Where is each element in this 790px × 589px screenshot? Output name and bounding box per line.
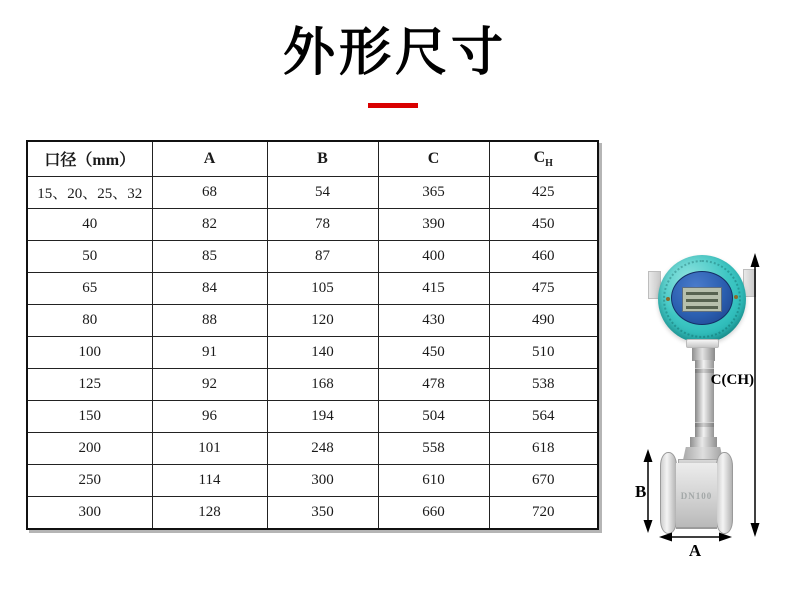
cell-a: 96 — [152, 401, 267, 433]
table-row — [27, 272, 598, 304]
col-header-diameter: 口径（mm） — [27, 141, 152, 176]
cell-b: 350 — [267, 497, 378, 529]
cell-dn: 50 — [27, 240, 152, 272]
cell-ch: 490 — [489, 304, 598, 336]
cell-a: 85 — [152, 240, 267, 272]
cell-b: 168 — [267, 368, 378, 400]
body-marking: DN100 — [680, 491, 713, 501]
cell-c: 400 — [378, 240, 489, 272]
table-row — [27, 176, 598, 208]
table-row — [27, 208, 598, 240]
cell-ch: 460 — [489, 240, 598, 272]
cell-c: 415 — [378, 272, 489, 304]
col-header-c: C — [378, 141, 489, 176]
cell-ch: 720 — [489, 497, 598, 529]
table-row — [27, 240, 598, 272]
ch-main: C — [533, 148, 546, 166]
cell-c: 504 — [378, 401, 489, 433]
cell-c: 478 — [378, 368, 489, 400]
cell-ch: 618 — [489, 433, 598, 465]
flowmeter-figure — [615, 245, 790, 565]
table-row — [27, 433, 598, 465]
cell-c: 365 — [378, 176, 489, 208]
cell-c: 430 — [378, 304, 489, 336]
cell-dn: 15、20、25、32 — [27, 176, 152, 208]
col-header-ch — [489, 141, 598, 176]
cell-dn: 65 — [27, 272, 152, 304]
cell-ch: 564 — [489, 401, 598, 433]
ch-sub: H — [545, 157, 553, 169]
cell-a: 91 — [152, 336, 267, 368]
cell-a: 92 — [152, 368, 267, 400]
table-row — [27, 368, 598, 400]
table-row — [27, 401, 598, 433]
cell-a: 128 — [152, 497, 267, 529]
page-title: 外形尺寸 — [282, 24, 507, 82]
cell-b: 194 — [267, 401, 378, 433]
cell-a: 82 — [152, 208, 267, 240]
cell-dn: 150 — [27, 401, 152, 433]
cell-ch: 510 — [489, 336, 598, 368]
cell-dn: 200 — [27, 433, 152, 465]
dimensions-table — [26, 140, 599, 530]
cell-c: 660 — [378, 497, 489, 529]
cell-ch: 670 — [489, 465, 598, 497]
cell-dn: 300 — [27, 497, 152, 529]
cell-dn: 40 — [27, 208, 152, 240]
cell-b: 140 — [267, 336, 378, 368]
cell-a: 101 — [152, 433, 267, 465]
cell-a: 114 — [152, 465, 267, 497]
cell-b: 54 — [267, 176, 378, 208]
cell-b: 248 — [267, 433, 378, 465]
cell-dn: 100 — [27, 336, 152, 368]
dim-arrow-c — [751, 253, 760, 537]
cell-a: 68 — [152, 176, 267, 208]
table-row — [27, 465, 598, 497]
dim-label-c: C(CH) — [710, 372, 754, 388]
table-header-row — [27, 141, 598, 176]
cell-ch: 425 — [489, 176, 598, 208]
cell-c: 450 — [378, 336, 489, 368]
dim-label-a: A — [688, 541, 702, 560]
cell-c: 610 — [378, 465, 489, 497]
cell-a: 84 — [152, 272, 267, 304]
col-header-b: B — [267, 141, 378, 176]
cell-b: 120 — [267, 304, 378, 336]
cell-a: 88 — [152, 304, 267, 336]
cell-b: 105 — [267, 272, 378, 304]
cell-c: 558 — [378, 433, 489, 465]
cell-b: 87 — [267, 240, 378, 272]
cell-ch: 475 — [489, 272, 598, 304]
cell-b: 300 — [267, 465, 378, 497]
dim-label-b: B — [635, 482, 647, 501]
cell-dn: 250 — [27, 465, 152, 497]
cell-b: 78 — [267, 208, 378, 240]
table-row — [27, 497, 598, 529]
cell-dn: 125 — [27, 368, 152, 400]
dimension-arrows — [615, 245, 790, 565]
cell-ch: 538 — [489, 368, 598, 400]
table-row — [27, 336, 598, 368]
table-row — [27, 304, 598, 336]
cell-c: 390 — [378, 208, 489, 240]
col-header-a: A — [152, 141, 267, 176]
cell-dn: 80 — [27, 304, 152, 336]
cell-ch: 450 — [489, 208, 598, 240]
title-underline — [368, 103, 418, 108]
